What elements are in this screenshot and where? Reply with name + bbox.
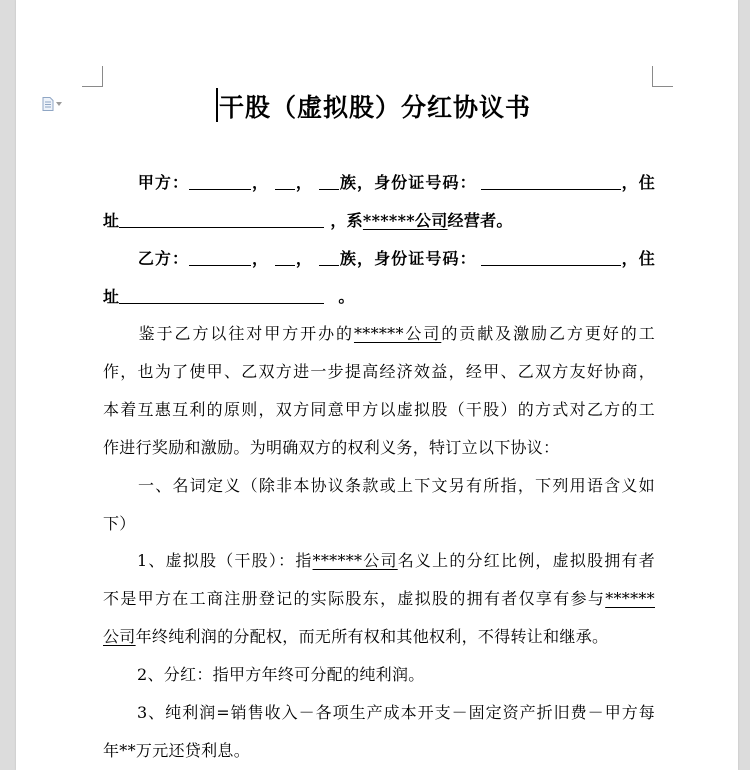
party-a-name-blank[interactable] <box>189 175 251 190</box>
item-1-line-1 <box>103 551 655 571</box>
party-a-address-label: ，住 <box>620 173 655 192</box>
margin-corner-left <box>82 66 103 87</box>
intro-text: 的贡献及激励乙方更好的工 <box>441 324 655 343</box>
item-3-line-2: 年**万元还贷利息。 <box>103 741 251 760</box>
address-start: 址 <box>103 287 120 306</box>
party-b-ethnic-blank[interactable] <box>319 251 339 266</box>
party-b-line-1 <box>103 249 655 269</box>
separator: ， <box>295 249 314 268</box>
item-1-text: 名义上的分红比例，虚拟股拥有者 <box>397 551 656 570</box>
party-b-label: 乙方： <box>137 249 190 268</box>
party-b-name-blank[interactable] <box>189 251 251 266</box>
party-a-line-1 <box>103 173 655 193</box>
section-1-line-1 <box>103 476 655 496</box>
party-a-id-label: 族，身份证号码： <box>339 173 477 192</box>
party-b-address-blank[interactable] <box>119 289 324 304</box>
document-title: 干股（虚拟股）分红协议书 <box>218 93 531 122</box>
party-a-role: 经营者。 <box>447 211 513 230</box>
item-3-text: 3、纯利润=销售收入－各项生产成本开支－固定资产折旧费－甲方每 <box>137 703 655 722</box>
party-a-address-blank[interactable] <box>119 213 324 228</box>
party-b-gender-blank[interactable] <box>275 251 295 266</box>
company-name: ******公司 <box>353 324 442 343</box>
address-start: 址 <box>103 211 120 230</box>
party-a-id-blank[interactable] <box>481 175 621 190</box>
party-a-line-2 <box>103 211 655 231</box>
section-1-line-2: 下） <box>103 514 136 533</box>
intro-line-2: 作，也为了使甲、乙双方进一步提高经济效益，经甲、乙双方友好协商， <box>103 362 655 381</box>
item-1-text: 年终纯利润的分配权，而无所有权和其他权利，不得转让和继承。 <box>135 627 609 646</box>
item-1-line-2 <box>103 589 655 609</box>
intro-line-3: 本着互惠互利的原则，双方同意甲方以虚拟股（干股）的方式对乙方的工 <box>103 400 655 419</box>
company-name: 公司 <box>103 627 136 646</box>
section-1-text: 一、名词定义（除非本协议条款或上下文另有所指，下列用语含义如 <box>137 476 655 495</box>
party-a-gender-blank[interactable] <box>275 175 295 190</box>
party-b-line-2 <box>103 287 655 307</box>
party-b-id-label: 族，身份证号码： <box>339 249 477 268</box>
item-1-text: 不是甲方在工商注册登记的实际股东，虚拟股的拥有者仅享有参与 <box>103 589 606 608</box>
party-a-label: 甲方： <box>137 173 190 192</box>
party-b-address-label: ，住 <box>620 249 655 268</box>
margin-corner-right <box>652 66 673 87</box>
item-2-line <box>103 665 655 685</box>
intro-text: 鉴于乙方以往对甲方开办的 <box>137 324 354 343</box>
company-name: ******公司 <box>362 211 448 230</box>
company-name: ****** <box>605 589 655 608</box>
party-b-id-blank[interactable] <box>481 251 621 266</box>
text-cursor <box>216 88 218 122</box>
item-3-line-1 <box>103 703 655 723</box>
item-1-line-3 <box>103 627 655 647</box>
item-2-text: 2、分红：指甲方年终可分配的纯利润。 <box>137 665 425 684</box>
company-name: ******公司 <box>312 551 398 570</box>
party-a-ethnic-blank[interactable] <box>319 175 339 190</box>
item-1-text: 1、虚拟股（干股）：指 <box>137 551 313 570</box>
separator: ， <box>295 173 314 192</box>
period: 。 <box>338 287 355 306</box>
party-a-relation: ，系 <box>330 211 363 230</box>
separator: ， <box>251 249 270 268</box>
intro-line-4: 作进行奖励和激励。为明确双方的权利义务，特订立以下协议： <box>103 438 560 457</box>
intro-line-1 <box>103 324 655 344</box>
separator: ， <box>251 173 270 192</box>
